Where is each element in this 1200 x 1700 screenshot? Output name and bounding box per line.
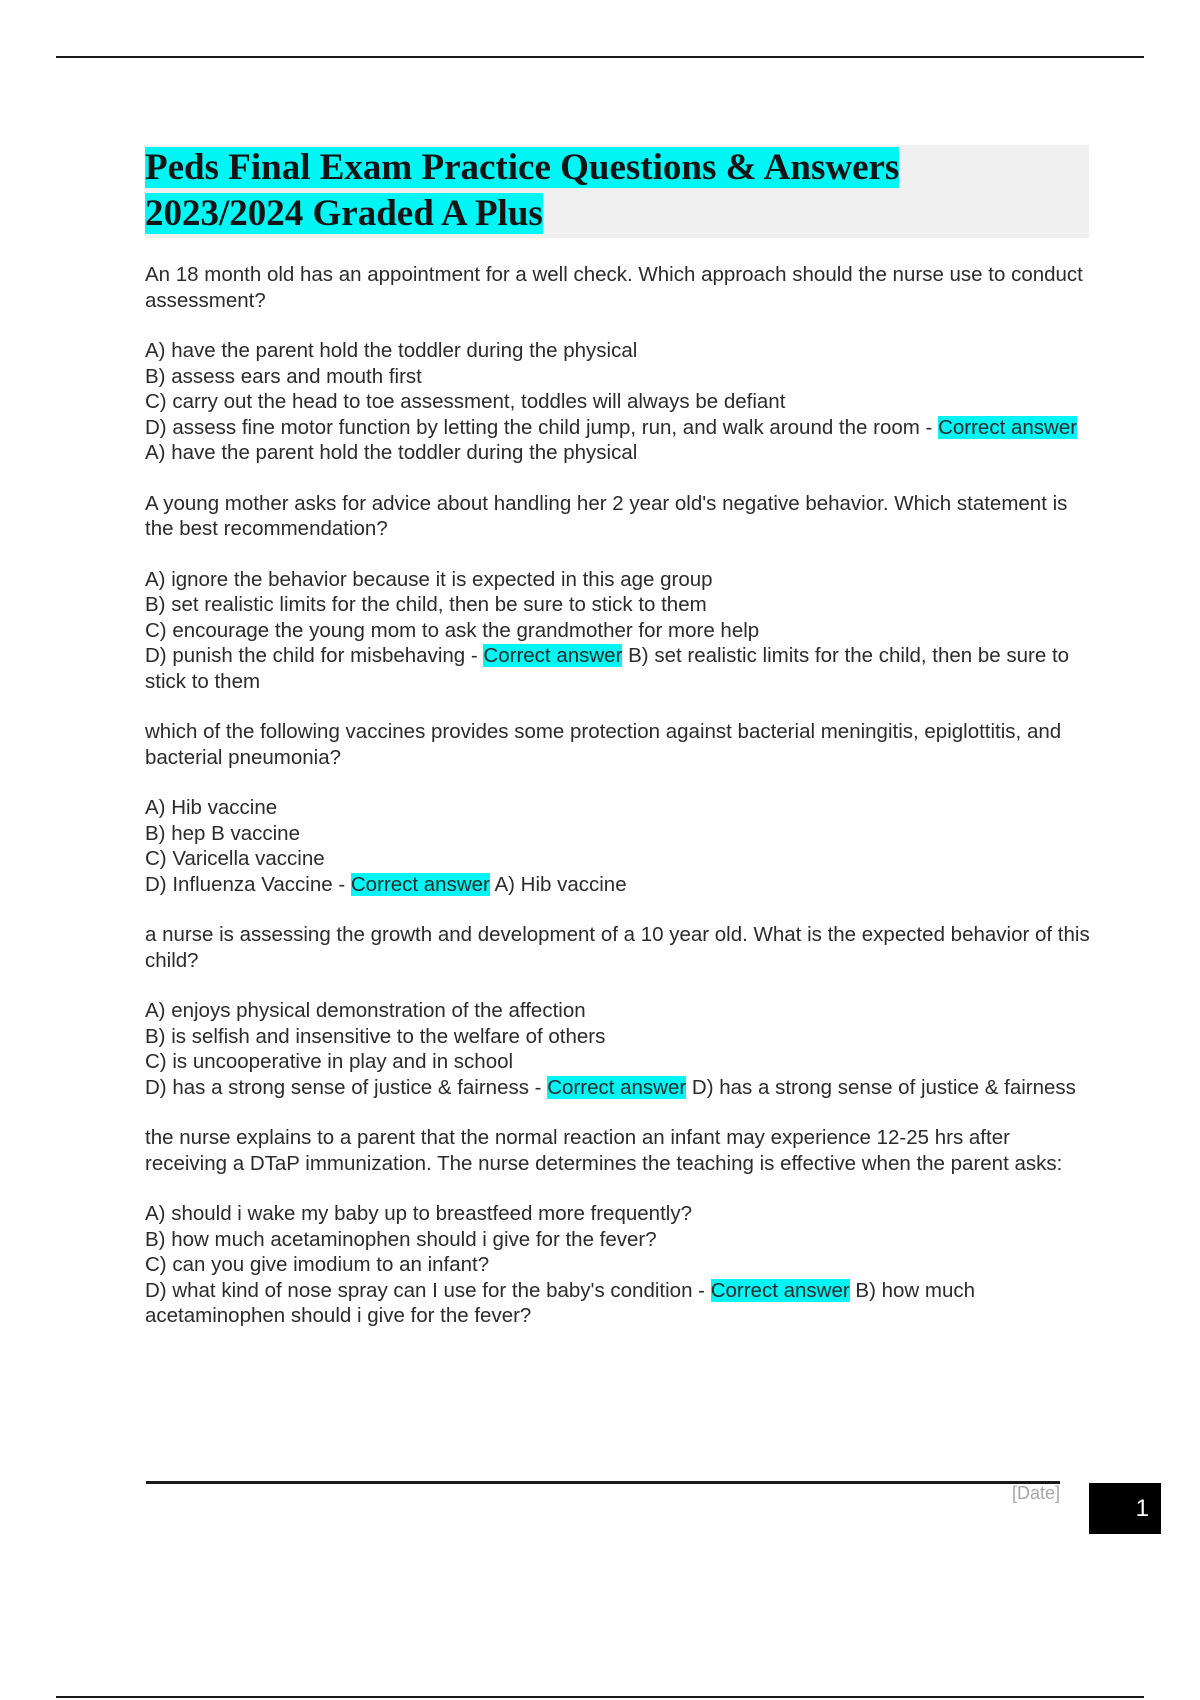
title-block <box>145 145 1089 238</box>
question-text: a nurse is assessing the growth and development of a 10 year old. What is the expected behavior of this child? <box>145 923 1090 972</box>
answer-option: C) can you give imodium to an infant? <box>145 1253 490 1276</box>
answer-option-last: D) Influenza Vaccine - <box>145 872 346 896</box>
answer-option-last: D) punish the child for misbehaving - <box>145 644 478 667</box>
footer-rule <box>146 1481 1060 1484</box>
answer-option-with-key <box>145 415 1090 466</box>
question-block <box>145 719 1090 897</box>
title-line-2: 2023/2024 Graded A Plus <box>145 193 543 234</box>
answer-option-last: D) assess fine motor function by letting the child jump, run, and walk around the room - <box>145 415 933 439</box>
correct-answer-label: Correct answer <box>938 415 1078 439</box>
correct-answer-label: Correct answer <box>710 1278 850 1302</box>
answer-option: B) hep B vaccine <box>145 821 300 845</box>
question-block <box>145 491 1090 695</box>
answer-option-with-key <box>145 1278 1090 1329</box>
answer-options <box>145 567 1090 695</box>
answer-option: A) have the parent hold the toddler during the physical <box>145 339 638 362</box>
answer-option: C) Varicella vaccine <box>145 847 325 870</box>
answer-option: C) is uncooperative in play and in school <box>145 1050 514 1073</box>
answer-option: A) enjoys physical demonstration of the affection <box>145 999 586 1022</box>
answer-option-with-key <box>145 1075 1090 1101</box>
answer-options <box>145 1201 1090 1329</box>
answer-option-last: D) what kind of nose spray can I use for the baby's condition - <box>145 1278 705 1302</box>
answer-options <box>145 795 1090 897</box>
correct-answer-label: Correct answer <box>483 644 623 667</box>
question-list <box>145 262 1090 1354</box>
correct-answer-text: A) Hib vaccine <box>494 872 627 896</box>
question-text: A young mother asks for advice about handling her 2 year old's negative behavior. Which statement is the best recommendation? <box>145 491 1068 540</box>
footer-date: [Date] <box>1012 1483 1061 1503</box>
document-title <box>145 145 1089 237</box>
correct-answer-text: B) how much acetaminophen should i give for the fever? <box>145 1278 976 1327</box>
answer-option: A) ignore the behavior because it is expected in this age group <box>145 567 713 591</box>
question-block <box>145 922 1090 1100</box>
correct-answer-label: Correct answer <box>350 872 490 896</box>
correct-answer-label: Correct answer <box>547 1075 687 1099</box>
answer-option: B) assess ears and mouth first <box>145 364 422 388</box>
bottom-rule <box>56 1696 1144 1698</box>
correct-answer-text: D) has a strong sense of justice & fairness <box>691 1075 1076 1099</box>
title-line-1: Peds Final Exam Practice Questions & Answers <box>145 147 900 188</box>
page-number-box <box>1089 1483 1161 1534</box>
header-rule <box>56 56 1144 58</box>
question-text: the nurse explains to a parent that the normal reaction an infant may experience 12-25 hrs after receiving a DTaP immunization. The nurse determines the teaching is effective when the parent asks: <box>145 1126 1063 1175</box>
answer-option: B) is selfish and insensitive to the welfare of others <box>145 1024 606 1048</box>
answer-option: C) carry out the head to toe assessment, toddles will always be defiant <box>145 390 786 413</box>
question-block <box>145 1125 1090 1329</box>
question-block <box>145 262 1090 466</box>
correct-answer-text: A) have the parent hold the toddler during the physical <box>145 441 638 464</box>
answer-option: A) should i wake my baby up to breastfeed more frequently? <box>145 1202 692 1225</box>
answer-option-with-key <box>145 872 1090 898</box>
answer-option: B) how much acetaminophen should i give for the fever? <box>145 1227 657 1251</box>
answer-option: A) Hib vaccine <box>145 796 278 819</box>
correct-answer-text: B) set realistic limits for the child, then be sure to stick to them <box>145 644 1070 693</box>
answer-option: C) encourage the young mom to ask the grandmother for more help <box>145 618 760 642</box>
answer-options <box>145 998 1090 1100</box>
page-number: 1 <box>1135 1494 1149 1522</box>
answer-option-last: D) has a strong sense of justice & fairness - <box>145 1075 542 1099</box>
answer-options <box>145 338 1090 466</box>
question-text: which of the following vaccines provides some protection against bacterial meningitis, epiglottitis, and bacterial pneumonia? <box>145 720 1062 769</box>
answer-option-with-key <box>145 643 1090 694</box>
question-text: An 18 month old has an appointment for a well check. Which approach should the nurse use to conduct assessment? <box>145 263 1083 312</box>
answer-option: B) set realistic limits for the child, then be sure to stick to them <box>145 593 707 616</box>
